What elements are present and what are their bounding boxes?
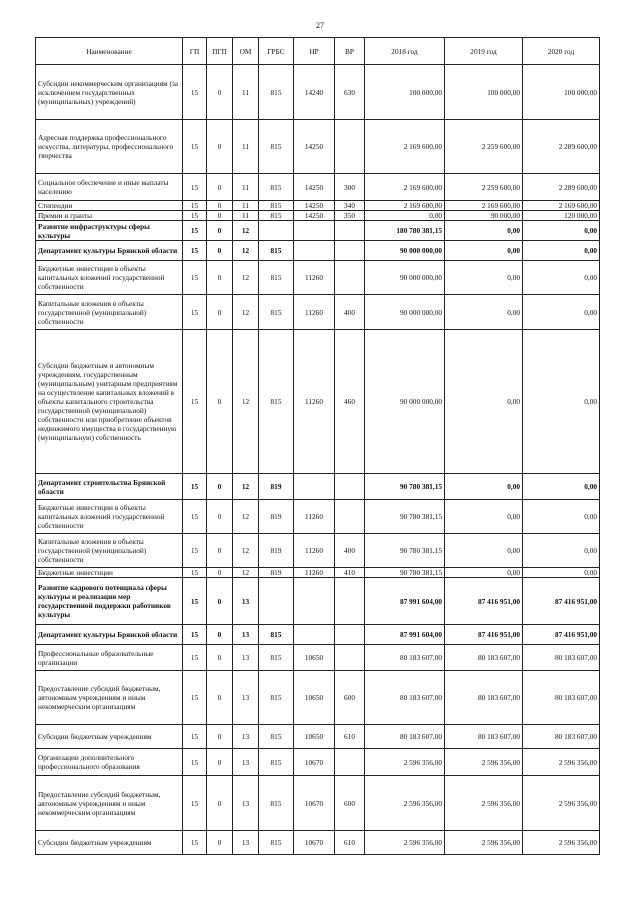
amount-2018-cell: 87 991 604,00 [365,578,445,625]
pgp-cell: 0 [207,295,233,330]
nr-cell: 11260 [294,295,335,330]
grbs-cell: 819 [259,534,294,568]
name-cell: Адресная поддержка профессионального искусства, литературы, профессионального творчества [36,120,183,174]
pgp-cell: 0 [207,578,233,625]
amount-2019-cell: 2 596 356,00 [445,831,523,855]
pgp-cell: 0 [207,776,233,831]
gp-cell: 15 [183,645,207,671]
amount-2020-cell: 87 416 951,00 [523,578,600,625]
amount-2019-cell: 100 000,00 [445,65,523,120]
pgp-cell: 0 [207,120,233,174]
om-cell: 13 [233,776,259,831]
gp-cell: 15 [183,201,207,211]
table-row [36,776,600,831]
gp-cell: 15 [183,221,207,241]
amount-2020-cell: 80 183 607,00 [523,645,600,671]
nr-cell: 11260 [294,568,335,578]
pgp-cell: 0 [207,831,233,855]
vr-cell [335,120,365,174]
pgp-cell: 0 [207,221,233,241]
amount-2018-cell: 90 000 000,00 [365,330,445,474]
amount-2019-cell: 2 169 600,00 [445,201,523,211]
name-cell: Предоставление субсидий бюджетным, автономным учреждениям и иным некоммерческим организациям [36,671,183,725]
pgp-cell: 0 [207,261,233,295]
grbs-cell: 815 [259,65,294,120]
om-cell: 13 [233,625,259,645]
amount-2020-cell: 0,00 [523,295,600,330]
table-row [36,330,600,474]
table-row [36,295,600,330]
vr-cell: 630 [335,65,365,120]
amount-2020-cell: 0,00 [523,568,600,578]
grbs-cell: 815 [259,295,294,330]
amount-2018-cell: 90 780 381,15 [365,474,445,500]
amount-2018-cell: 100 000,00 [365,65,445,120]
gp-cell: 15 [183,578,207,625]
gp-cell: 15 [183,261,207,295]
amount-2018-cell: 80 183 607,00 [365,645,445,671]
page-number: 27 [316,21,324,30]
table-row [36,671,600,725]
grbs-cell [259,578,294,625]
om-cell: 11 [233,174,259,201]
budget-table [35,37,600,855]
vr-cell: 600 [335,776,365,831]
gp-cell: 15 [183,568,207,578]
amount-2020-cell: 0,00 [523,330,600,474]
name-cell: Премии и гранты [36,211,183,221]
amount-2018-cell: 90 000 000,00 [365,295,445,330]
om-cell: 12 [233,568,259,578]
amount-2020-cell: 0,00 [523,500,600,534]
vr-cell [335,241,365,261]
nr-cell: 10650 [294,725,335,749]
col-header-grbs: ГРБС [259,38,294,65]
amount-2020-cell: 0,00 [523,241,600,261]
amount-2019-cell: 2 596 356,00 [445,749,523,776]
nr-cell [294,474,335,500]
name-cell: Бюджетные инвестиции [36,568,183,578]
name-cell: Бюджетные инвестиции в объекты капитальных вложений государственной собственности [36,500,183,534]
table-row [36,261,600,295]
table-row [36,65,600,120]
amount-2018-cell: 90 000 000,00 [365,261,445,295]
grbs-cell: 815 [259,330,294,474]
grbs-cell: 819 [259,474,294,500]
pgp-cell: 0 [207,625,233,645]
amount-2018-cell: 2 169 600,00 [365,120,445,174]
om-cell: 12 [233,261,259,295]
vr-cell: 610 [335,725,365,749]
om-cell: 12 [233,534,259,568]
name-cell: Капитальные вложения в объекты государственной (муниципальной) собственности [36,295,183,330]
table-body [36,65,600,855]
om-cell: 12 [233,500,259,534]
amount-2019-cell: 0,00 [445,221,523,241]
grbs-cell: 815 [259,241,294,261]
amount-2019-cell: 80 183 607,00 [445,645,523,671]
gp-cell: 15 [183,749,207,776]
amount-2018-cell: 2 596 356,00 [365,749,445,776]
vr-cell: 340 [335,201,365,211]
table-header-row [36,38,600,65]
amount-2018-cell: 80 183 607,00 [365,671,445,725]
col-header-gp: ГП [183,38,207,65]
om-cell: 11 [233,201,259,211]
gp-cell: 15 [183,831,207,855]
vr-cell: 410 [335,568,365,578]
col-header-2019: 2019 год [445,38,523,65]
grbs-cell: 815 [259,625,294,645]
amount-2019-cell: 0,00 [445,534,523,568]
gp-cell: 15 [183,625,207,645]
amount-2020-cell: 87 416 951,00 [523,625,600,645]
pgp-cell: 0 [207,645,233,671]
amount-2018-cell: 2 596 356,00 [365,831,445,855]
grbs-cell: 815 [259,725,294,749]
name-cell: Развитие инфраструктуры сферы культуры [36,221,183,241]
name-cell: Профессиональные образовательные организации [36,645,183,671]
nr-cell: 10650 [294,645,335,671]
col-header-nr: НР [294,38,335,65]
amount-2018-cell: 2 169 600,00 [365,174,445,201]
grbs-cell: 815 [259,671,294,725]
gp-cell: 15 [183,211,207,221]
vr-cell: 400 [335,534,365,568]
grbs-cell: 815 [259,120,294,174]
nr-cell: 11260 [294,500,335,534]
om-cell: 12 [233,295,259,330]
amount-2019-cell: 80 183 607,00 [445,725,523,749]
table-row [36,625,600,645]
vr-cell: 350 [335,211,365,221]
pgp-cell: 0 [207,65,233,120]
nr-cell [294,241,335,261]
amount-2018-cell: 180 780 381,15 [365,221,445,241]
nr-cell: 14250 [294,211,335,221]
nr-cell: 10670 [294,749,335,776]
pgp-cell: 0 [207,474,233,500]
amount-2018-cell: 2 169 600,00 [365,201,445,211]
amount-2019-cell: 90 000,00 [445,211,523,221]
name-cell: Стипендии [36,201,183,211]
gp-cell: 15 [183,174,207,201]
table-row [36,241,600,261]
table-row [36,831,600,855]
amount-2020-cell: 0,00 [523,534,600,568]
col-header-om: ОМ [233,38,259,65]
pgp-cell: 0 [207,211,233,221]
name-cell: Департамент строительства Брянской области [36,474,183,500]
om-cell: 12 [233,221,259,241]
grbs-cell: 815 [259,261,294,295]
grbs-cell: 815 [259,201,294,211]
table-row [36,474,600,500]
table-row [36,749,600,776]
table-row [36,725,600,749]
table-row [36,201,600,211]
vr-cell [335,578,365,625]
amount-2020-cell: 2 596 356,00 [523,749,600,776]
gp-cell: 15 [183,120,207,174]
gp-cell: 15 [183,776,207,831]
nr-cell: 11260 [294,261,335,295]
table-row [36,120,600,174]
nr-cell [294,578,335,625]
amount-2020-cell: 2 596 356,00 [523,831,600,855]
amount-2019-cell: 0,00 [445,330,523,474]
nr-cell: 11260 [294,330,335,474]
om-cell: 13 [233,578,259,625]
nr-cell: 14250 [294,201,335,211]
grbs-cell: 815 [259,211,294,221]
col-header-2018: 2018 год [365,38,445,65]
amount-2020-cell: 0,00 [523,261,600,295]
table-row [36,578,600,625]
amount-2019-cell: 2 259 600,00 [445,120,523,174]
amount-2018-cell: 90 000 000,00 [365,241,445,261]
vr-cell [335,474,365,500]
nr-cell [294,625,335,645]
name-cell: Субсидии бюджетным учреждениям [36,725,183,749]
pgp-cell: 0 [207,500,233,534]
amount-2019-cell: 0,00 [445,295,523,330]
amount-2019-cell: 0,00 [445,500,523,534]
pgp-cell: 0 [207,671,233,725]
om-cell: 13 [233,645,259,671]
gp-cell: 15 [183,500,207,534]
gp-cell: 15 [183,671,207,725]
gp-cell: 15 [183,295,207,330]
vr-cell: 460 [335,330,365,474]
amount-2020-cell: 80 183 607,00 [523,671,600,725]
pgp-cell: 0 [207,725,233,749]
amount-2018-cell: 90 780 381,15 [365,534,445,568]
amount-2020-cell: 2 169 600,00 [523,201,600,211]
table-row [36,500,600,534]
grbs-cell: 815 [259,749,294,776]
amount-2020-cell: 80 183 607,00 [523,725,600,749]
amount-2020-cell: 2 289 600,00 [523,120,600,174]
amount-2019-cell: 0,00 [445,241,523,261]
pgp-cell: 0 [207,749,233,776]
name-cell: Предоставление субсидий бюджетным, автономным учреждениям и иным некоммерческим организациям [36,776,183,831]
grbs-cell: 815 [259,645,294,671]
vr-cell [335,261,365,295]
name-cell: Организации дополнительного профессионального образования [36,749,183,776]
vr-cell [335,625,365,645]
amount-2018-cell: 2 596 356,00 [365,776,445,831]
om-cell: 12 [233,474,259,500]
nr-cell: 10650 [294,671,335,725]
grbs-cell [259,221,294,241]
nr-cell: 14250 [294,120,335,174]
gp-cell: 15 [183,534,207,568]
amount-2018-cell: 90 780 381,15 [365,500,445,534]
om-cell: 12 [233,241,259,261]
pgp-cell: 0 [207,534,233,568]
name-cell: Субсидии бюджетным учреждениям [36,831,183,855]
name-cell: Развитие кадрового потенциала сферы культуры и реализация мер государственной поддержки работников культуры [36,578,183,625]
pgp-cell: 0 [207,568,233,578]
om-cell: 11 [233,65,259,120]
pgp-cell: 0 [207,330,233,474]
amount-2020-cell: 0,00 [523,474,600,500]
grbs-cell: 819 [259,568,294,578]
vr-cell [335,645,365,671]
name-cell: Департамент культуры Брянской области [36,241,183,261]
nr-cell: 14240 [294,65,335,120]
table-row [36,568,600,578]
pgp-cell: 0 [207,174,233,201]
om-cell: 12 [233,330,259,474]
amount-2020-cell: 2 289 600,00 [523,174,600,201]
table-row [36,174,600,201]
amount-2018-cell: 0,00 [365,211,445,221]
name-cell: Субсидии бюджетным и автономным учреждениям, государственным (муниципальным) унитарным предприятиям на осуществление капитальных вложений в объекты капитального строительства государственной (муниципальной) собственности или приобретение объектов недвижимого имущества в государственную (муниципальную) собственность [36,330,183,474]
om-cell: 11 [233,120,259,174]
col-header-vr: ВР [335,38,365,65]
grbs-cell: 815 [259,776,294,831]
amount-2020-cell: 100 000,00 [523,65,600,120]
om-cell: 13 [233,671,259,725]
gp-cell: 15 [183,474,207,500]
vr-cell [335,221,365,241]
om-cell: 13 [233,831,259,855]
vr-cell [335,749,365,776]
amount-2018-cell: 80 183 607,00 [365,725,445,749]
amount-2020-cell: 120 000,00 [523,211,600,221]
gp-cell: 15 [183,65,207,120]
amount-2018-cell: 87 991 604,00 [365,625,445,645]
name-cell: Субсидии некоммерческим организациям (за исключением государственных (муниципальных) учреждений) [36,65,183,120]
table-row [36,645,600,671]
amount-2019-cell: 0,00 [445,568,523,578]
nr-cell [294,221,335,241]
amount-2019-cell: 87 416 951,00 [445,625,523,645]
grbs-cell: 819 [259,500,294,534]
col-header-2020: 2020 год [523,38,600,65]
col-header-name: Наименование [36,38,183,65]
nr-cell: 10670 [294,831,335,855]
col-header-pgp: ПГП [207,38,233,65]
amount-2019-cell: 0,00 [445,261,523,295]
table-row [36,211,600,221]
name-cell: Департамент культуры Брянской области [36,625,183,645]
gp-cell: 15 [183,330,207,474]
pgp-cell: 0 [207,241,233,261]
pgp-cell: 0 [207,201,233,211]
amount-2019-cell: 2 596 356,00 [445,776,523,831]
name-cell: Социальное обеспечение и иные выплаты населению [36,174,183,201]
amount-2020-cell: 0,00 [523,221,600,241]
amount-2019-cell: 2 259 600,00 [445,174,523,201]
om-cell: 13 [233,749,259,776]
vr-cell [335,500,365,534]
amount-2019-cell: 0,00 [445,474,523,500]
amount-2020-cell: 2 596 356,00 [523,776,600,831]
grbs-cell: 815 [259,174,294,201]
nr-cell: 10670 [294,776,335,831]
table-row [36,221,600,241]
vr-cell: 400 [335,295,365,330]
table-row [36,534,600,568]
grbs-cell: 815 [259,831,294,855]
gp-cell: 15 [183,725,207,749]
amount-2018-cell: 90 780 381,15 [365,568,445,578]
amount-2019-cell: 80 183 607,00 [445,671,523,725]
om-cell: 11 [233,211,259,221]
nr-cell: 14250 [294,174,335,201]
vr-cell: 300 [335,174,365,201]
vr-cell: 600 [335,671,365,725]
name-cell: Бюджетные инвестиции в объекты капитальных вложений государственной собственности [36,261,183,295]
amount-2019-cell: 87 416 951,00 [445,578,523,625]
om-cell: 13 [233,725,259,749]
nr-cell: 11260 [294,534,335,568]
gp-cell: 15 [183,241,207,261]
vr-cell: 610 [335,831,365,855]
name-cell: Капитальные вложения в объекты государственной (муниципальной) собственности [36,534,183,568]
